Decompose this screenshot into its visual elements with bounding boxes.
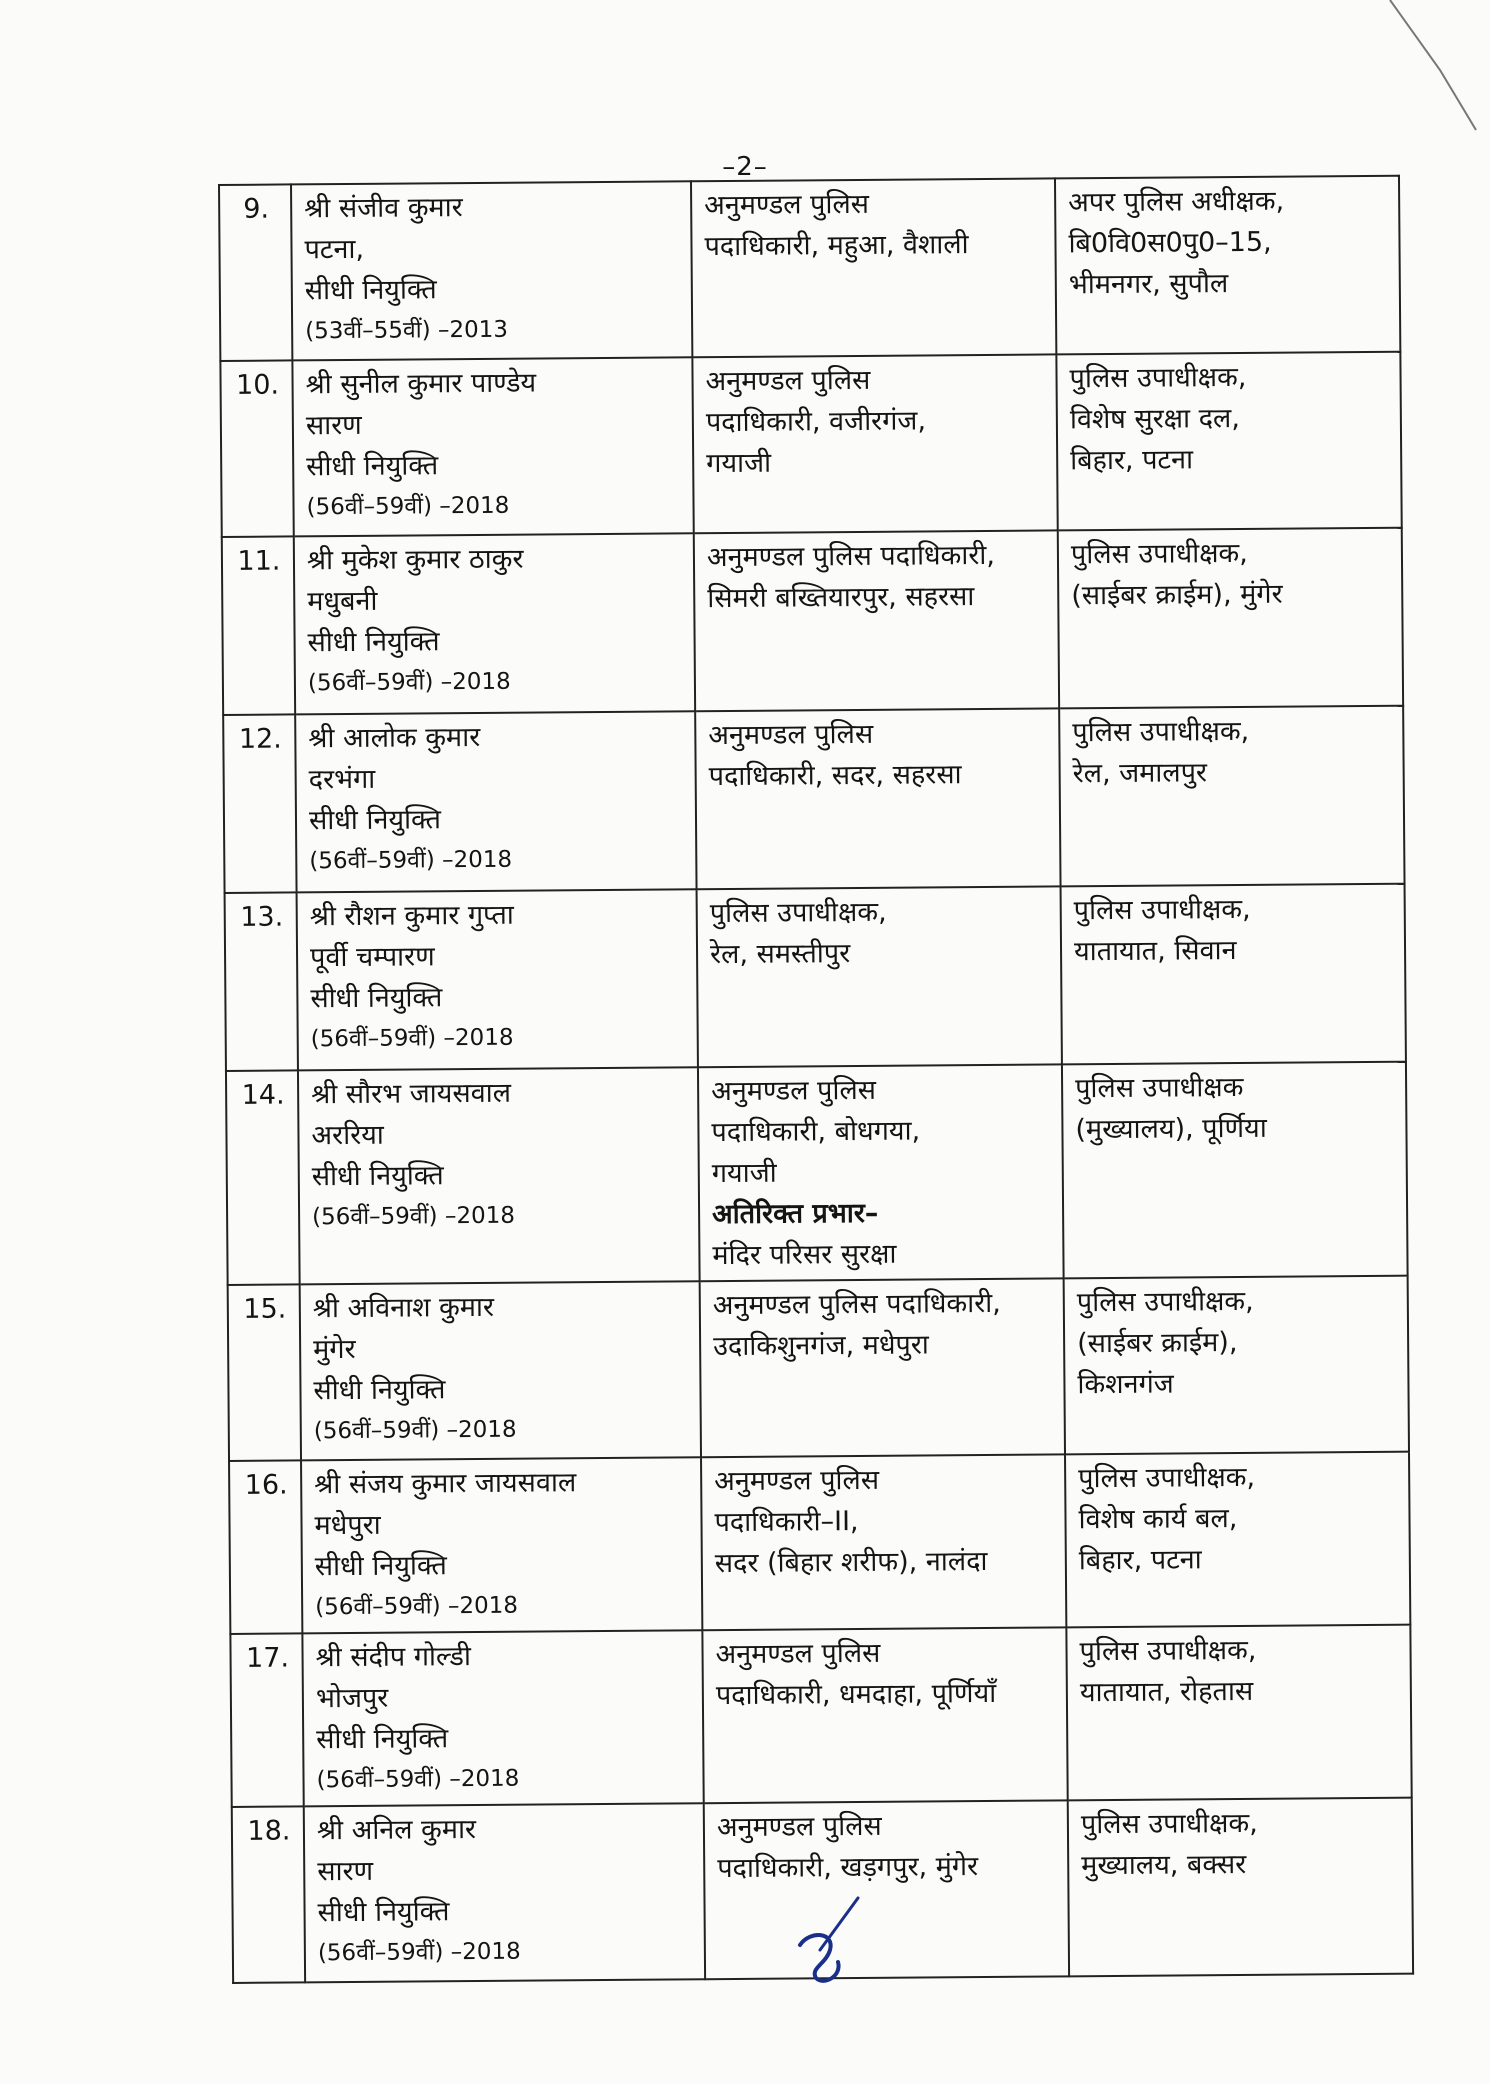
new-posting-cell xyxy=(1062,1062,1408,1279)
current-posting-line: गयाजी xyxy=(706,447,772,480)
officer-cell xyxy=(301,1457,702,1633)
officer-cell xyxy=(298,1067,700,1284)
officer-cell xyxy=(295,711,696,892)
appointment-type: सीधी नियुक्ति xyxy=(314,1550,447,1583)
table-row xyxy=(225,884,1406,1071)
home-district: भोजपुर xyxy=(315,1682,389,1715)
appointment-type: सीधी नियुक्ति xyxy=(304,274,437,307)
current-posting-line: पदाधिकारी, सदर, सहरसा xyxy=(708,759,962,793)
table-row xyxy=(220,352,1401,537)
current-posting-line: अनुमण्डल पुलिस xyxy=(715,1637,881,1671)
current-posting-line: पदाधिकारी–II, xyxy=(714,1506,859,1539)
officer-name: श्री रौशन कुमार गुप्ता xyxy=(309,899,514,933)
home-district: मधेपुरा xyxy=(314,1509,381,1542)
current-posting-line: पदाधिकारी, खड़गपुर, मुंगेर xyxy=(717,1851,979,1885)
new-posting-cell xyxy=(1061,884,1406,1065)
current-posting-line: उदाकिशुनगंज, मधेपुरा xyxy=(713,1329,929,1363)
new-posting-line: बि0वि0स0पु0–15, xyxy=(1068,226,1272,260)
current-posting-line: अनुमण्डल पुलिस पदाधिकारी, xyxy=(712,1287,1001,1322)
new-posting-line: पुलिस उपाधीक्षक, xyxy=(1073,893,1251,927)
officer-cell xyxy=(302,1630,703,1806)
current-posting-line: अनुमण्डल पुलिस पदाधिकारी, xyxy=(706,539,996,574)
current-posting-line: अनुमण्डल पुलिस xyxy=(714,1464,880,1498)
appointment-type: सीधी नियुक्ति xyxy=(316,1723,449,1756)
current-posting-line: अनुमण्डल पुलिस xyxy=(716,1810,882,1844)
home-district: मधुबनी xyxy=(307,585,378,618)
appointment-type: सीधी नियुक्ति xyxy=(313,1374,446,1407)
table-row xyxy=(223,706,1404,893)
batch-year: (53वीं–55वीं) –2013 xyxy=(305,316,509,345)
new-posting-cell xyxy=(1059,706,1404,887)
table-row xyxy=(222,528,1403,715)
transfer-table xyxy=(218,175,1414,1984)
current-posting-line: पदाधिकारी, धमदाहा, पूर्णियाँ xyxy=(715,1677,997,1712)
current-posting-cell xyxy=(697,886,1062,1067)
serial-number: 16. xyxy=(229,1460,302,1634)
serial-number: 14. xyxy=(226,1070,300,1285)
current-posting-cell xyxy=(692,354,1057,533)
officer-name: श्री अनिल कुमार xyxy=(316,1814,477,1847)
new-posting-line: रेल, जमालपुर xyxy=(1072,757,1208,790)
officer-name: श्री सुनील कुमार पाण्डेय xyxy=(305,367,537,401)
new-posting-line: पुलिस उपाधीक्षक, xyxy=(1072,715,1250,749)
new-posting-line: विशेष सुरक्षा दल, xyxy=(1069,402,1241,436)
current-posting-line: सदर (बिहार शरीफ), नालंदा xyxy=(714,1545,988,1580)
officer-name: श्री मुकेश कुमार ठाकुर xyxy=(306,543,524,577)
appointment-type: सीधी नियुक्ति xyxy=(308,804,442,837)
serial-number: 13. xyxy=(225,892,298,1071)
scan-edge-line xyxy=(1380,0,1480,140)
home-district: दरभंगा xyxy=(308,763,376,796)
table-row xyxy=(226,1062,1408,1285)
home-district: सारण xyxy=(317,1855,374,1888)
new-posting-line: भीमनगर, सुपौल xyxy=(1068,268,1229,301)
home-district: सारण xyxy=(305,409,362,442)
batch-year: (56वीं–59वीं) –2018 xyxy=(316,1765,520,1794)
officer-cell xyxy=(294,533,695,714)
new-posting-line: पुलिस उपाधीक्षक, xyxy=(1079,1634,1257,1668)
page-number: –2– xyxy=(722,152,768,182)
new-posting-cell xyxy=(1056,352,1401,531)
serial-number: 18. xyxy=(232,1806,305,1983)
serial-number: 15. xyxy=(228,1284,301,1461)
new-posting-line: (साईबर क्राईम), xyxy=(1077,1327,1238,1360)
home-district: मुंगेर xyxy=(313,1333,356,1366)
appointment-type: सीधी नियुक्ति xyxy=(310,982,443,1015)
new-posting-line: बिहार, पटना xyxy=(1078,1544,1202,1577)
current-posting-cell xyxy=(694,530,1059,711)
batch-year: (56वीं–59वीं) –2018 xyxy=(307,668,511,697)
current-posting-line: पदाधिकारी, वजीरगंज, xyxy=(705,405,927,439)
current-posting-line: गयाजी xyxy=(711,1157,777,1190)
appointment-type: सीधी नियुक्ति xyxy=(306,450,439,483)
new-posting-line: पुलिस उपाधीक्षक, xyxy=(1076,1285,1254,1319)
table-row xyxy=(230,1625,1411,1807)
new-posting-cell xyxy=(1065,1452,1410,1628)
current-posting-line: अनुमण्डल पुलिस xyxy=(705,364,871,398)
current-posting-line: रेल, समस्तीपुर xyxy=(709,938,851,971)
serial-number: 9. xyxy=(219,184,292,361)
current-posting-line: अनुमण्डल पुलिस xyxy=(711,1074,877,1108)
current-posting-cell xyxy=(704,1800,1069,1979)
current-posting-cell xyxy=(702,1627,1067,1803)
current-posting-cell xyxy=(691,178,1056,357)
officer-cell xyxy=(297,889,698,1070)
table-row xyxy=(229,1452,1410,1634)
new-posting-line: पुलिस उपाधीक्षक, xyxy=(1070,537,1248,571)
new-posting-line: यातायात, सिवान xyxy=(1073,935,1237,968)
officer-cell xyxy=(292,357,693,536)
current-posting-line: सिमरी बख्तियारपुर, सहरसा xyxy=(707,581,975,615)
new-posting-line: किशनगंज xyxy=(1077,1368,1174,1401)
officer-name: श्री सौरभ जायसवाल xyxy=(311,1077,512,1111)
new-posting-line: विशेष कार्य बल, xyxy=(1078,1503,1238,1536)
new-posting-cell xyxy=(1068,1798,1413,1977)
signature-mark xyxy=(780,1890,870,1990)
officer-name: श्री आलोक कुमार xyxy=(308,721,481,755)
serial-number: 17. xyxy=(230,1633,303,1807)
officer-name: श्री संदीप गोल्डी xyxy=(315,1641,472,1674)
current-posting-line: पुलिस उपाधीक्षक, xyxy=(709,896,887,930)
new-posting-line: मुख्यालय, बक्सर xyxy=(1081,1848,1247,1882)
officer-name: श्री संजीव कुमार xyxy=(304,192,463,225)
batch-year: (56वीं–59वीं) –2018 xyxy=(313,1416,517,1445)
new-posting-line: बिहार, पटना xyxy=(1070,444,1194,477)
current-posting-line: अनुमण्डल पुलिस xyxy=(704,188,870,222)
extra-charge-value: मंदिर परिसर सुरक्षा xyxy=(712,1238,897,1272)
batch-year: (56वीं–59वीं) –2018 xyxy=(310,1024,514,1053)
batch-year: (56वीं–59वीं) –2018 xyxy=(315,1592,519,1621)
home-district: पूर्वी चम्पारण xyxy=(309,941,435,974)
officer-cell xyxy=(291,181,692,360)
current-posting-cell xyxy=(698,1064,1064,1281)
appointment-type: सीधी नियुक्ति xyxy=(307,626,440,659)
officer-cell xyxy=(304,1803,705,1982)
current-posting-line: पदाधिकारी, बोधगया, xyxy=(711,1115,921,1149)
new-posting-line: (साईबर क्राईम), मुंगेर xyxy=(1071,578,1283,612)
new-posting-line: (मुख्यालय), पूर्णिया xyxy=(1075,1112,1267,1146)
new-posting-line: पुलिस उपाधीक्षक, xyxy=(1080,1807,1258,1841)
new-posting-cell xyxy=(1055,176,1400,355)
home-district: पटना, xyxy=(304,233,365,266)
home-district: अररिया xyxy=(311,1119,384,1152)
current-posting-cell xyxy=(701,1454,1066,1630)
serial-number: 11. xyxy=(222,536,295,715)
new-posting-line: पुलिस उपाधीक्षक, xyxy=(1069,361,1247,395)
officer-name: श्री अविनाश कुमार xyxy=(312,1291,495,1325)
batch-year: (56वीं–59वीं) –2018 xyxy=(317,1938,521,1967)
new-posting-line: पुलिस उपाधीक्षक xyxy=(1075,1071,1244,1105)
new-posting-cell xyxy=(1058,528,1403,709)
serial-number: 10. xyxy=(220,360,293,537)
batch-year: (56वीं–59वीं) –2018 xyxy=(312,1202,516,1231)
new-posting-line: यातायात, रोहतास xyxy=(1079,1675,1254,1709)
current-posting-cell xyxy=(695,708,1060,889)
appointment-type: सीधी नियुक्ति xyxy=(317,1896,450,1929)
new-posting-cell xyxy=(1066,1625,1411,1801)
appointment-type: सीधी नियुक्ति xyxy=(311,1160,444,1193)
batch-year: (56वीं–59वीं) –2018 xyxy=(309,846,513,875)
officer-name: श्री संजय कुमार जायसवाल xyxy=(314,1467,577,1501)
serial-number: 12. xyxy=(223,714,296,893)
new-posting-line: अपर पुलिस अधीक्षक, xyxy=(1068,185,1285,219)
extra-charge-label: अतिरिक्त प्रभार– xyxy=(711,1197,879,1231)
officer-cell xyxy=(300,1281,701,1460)
new-posting-cell xyxy=(1064,1276,1409,1455)
current-posting-line: अनुमण्डल पुलिस xyxy=(708,718,874,752)
current-posting-line: पदाधिकारी, महुआ, वैशाली xyxy=(704,229,969,263)
batch-year: (56वीं–59वीं) –2018 xyxy=(306,492,510,521)
table-row xyxy=(219,176,1400,361)
transfer-table-body xyxy=(219,176,1413,1983)
current-posting-cell xyxy=(700,1278,1065,1457)
table-row xyxy=(228,1276,1409,1461)
new-posting-line: पुलिस उपाधीक्षक, xyxy=(1078,1461,1256,1495)
